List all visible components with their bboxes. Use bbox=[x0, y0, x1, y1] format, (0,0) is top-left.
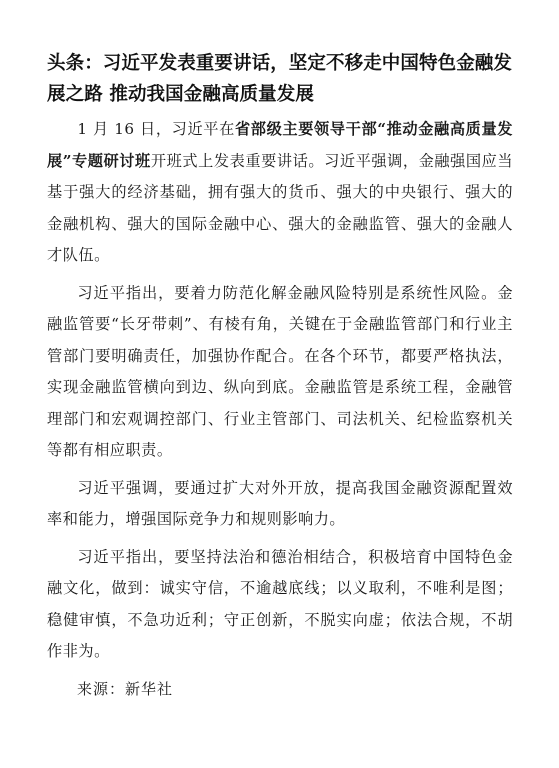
headline: 头条：习近平发表重要讲话，坚定不移走中国特色金融发展之路 推动我国金融高质量发展 bbox=[47, 53, 513, 105]
paragraph-2: 习近平指出，要着力防范化解金融风险特别是系统性风险。金融监管要“长牙带刺”、有棱有角，关键在于金融监管部门和行业主管部门要明确责任，加强协作配合。在各个环节，都要严格执法，实现金融监管横向到边、纵向到底。金融监管是系统工程，金融管理部门和宏观调控部门、行业主管部门、司法机关、纪检监察机关等都有相应职责。 bbox=[47, 283, 513, 459]
paragraph-1-lead: 1 月 16 日，习近平在 bbox=[77, 120, 235, 138]
paragraph-4: 习近平指出，要坚持法治和德治相结合，积极培育中国特色金融文化，做到：诚实守信，不逾越底线；以义取利，不唯利是图；稳健审慎，不急功近利；守正创新，不脱实向虚；依法合规，不胡作非为。 bbox=[47, 547, 513, 660]
paragraph-1 bbox=[47, 114, 513, 272]
paragraph-1-rest: 开班式上发表重要讲话。习近平强调，金融强国应当基于强大的经济基础，拥有强大的货币、强大的中央银行、强大的金融机构、强大的国际金融中心、强大的金融监管、强大的金融人才队伍。 bbox=[47, 151, 513, 264]
paragraph-1-emphasis: 省部级主要领导干部“推动金融高质量发展”专题研讨班 bbox=[47, 120, 513, 170]
source-line: 来源：新华社 bbox=[77, 679, 174, 698]
paragraph-3: 习近平强调，要通过扩大对外开放，提高我国金融资源配置效率和能力，增强国际竞争力和规则影响力。 bbox=[47, 478, 513, 528]
document-page bbox=[47, 48, 513, 704]
